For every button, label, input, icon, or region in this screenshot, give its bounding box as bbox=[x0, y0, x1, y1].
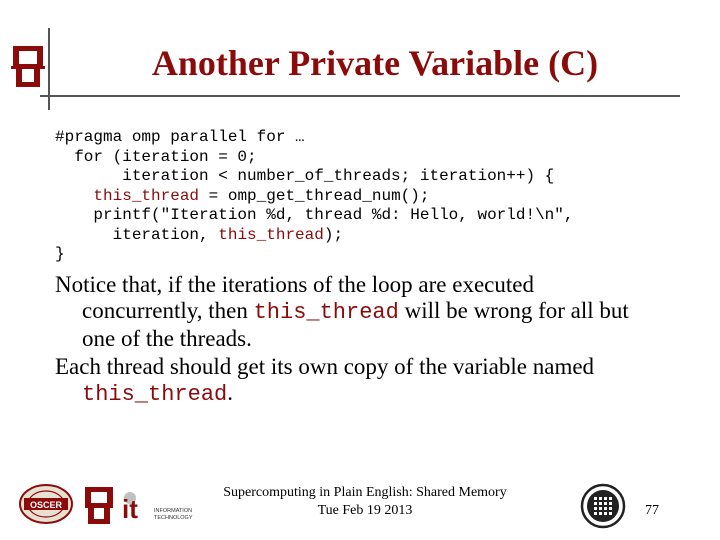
paragraph-2 bbox=[55, 354, 685, 408]
code-text: ); bbox=[323, 225, 344, 244]
paragraph-1 bbox=[55, 272, 685, 352]
code-line: } bbox=[55, 245, 65, 263]
code-text: = omp_get_thread_num(); bbox=[199, 186, 430, 205]
ou-logo-icon bbox=[10, 42, 46, 92]
code-line: iteration < number_of_threads; iteration++) { bbox=[55, 167, 555, 185]
it-logo-subtext: TECHNOLOGY bbox=[154, 515, 193, 521]
footer-line-2: Tue Feb 19 2013 bbox=[317, 503, 413, 518]
code-block bbox=[55, 128, 705, 265]
inline-code-variable: this_thread bbox=[253, 300, 399, 325]
oscer-logo-text: OSCER bbox=[29, 500, 63, 510]
code-variable: this_thread bbox=[218, 225, 324, 244]
paragraph-line bbox=[55, 380, 685, 408]
paragraph-text: . bbox=[227, 380, 233, 405]
paragraph-text: will be wrong for all but bbox=[398, 298, 629, 323]
paragraph-line bbox=[55, 298, 685, 326]
paragraph-line: one of the threads. bbox=[82, 326, 252, 351]
paragraph-text: concurrently, then bbox=[82, 298, 254, 323]
code-line: printf("Iteration %d, thread %d: Hello, world!\n", bbox=[55, 206, 574, 224]
inline-code-variable: this_thread bbox=[82, 382, 228, 407]
seal-logo-icon bbox=[578, 483, 628, 529]
code-text: iteration, bbox=[55, 225, 219, 244]
paragraph-text: Notice that, if the iterations of the loop are executed bbox=[55, 272, 534, 297]
code-line: #pragma omp parallel for … bbox=[55, 128, 305, 146]
it-logo-text: it bbox=[122, 494, 138, 524]
oscer-logo-icon bbox=[18, 482, 74, 526]
ou-footer-logo-icon bbox=[82, 484, 116, 528]
code-line: for (iteration = 0; bbox=[55, 147, 257, 166]
code-line bbox=[55, 226, 705, 246]
code-line bbox=[55, 187, 705, 207]
footer-caption bbox=[200, 484, 530, 520]
information-technology-logo-icon bbox=[120, 486, 202, 526]
header-vertical-rule bbox=[48, 28, 50, 110]
page-number: 77 bbox=[645, 503, 659, 518]
footer-line-1: Supercomputing in Plain English: Shared Memory bbox=[223, 485, 507, 500]
code-variable: this_thread bbox=[55, 186, 200, 205]
it-logo-subtext: INFORMATION bbox=[154, 508, 193, 514]
header-horizontal-rule bbox=[40, 95, 680, 97]
slide-title: Another Private Variable (C) bbox=[151, 43, 599, 83]
paragraph-text: Each thread should get its own copy of the variable named bbox=[55, 354, 595, 379]
